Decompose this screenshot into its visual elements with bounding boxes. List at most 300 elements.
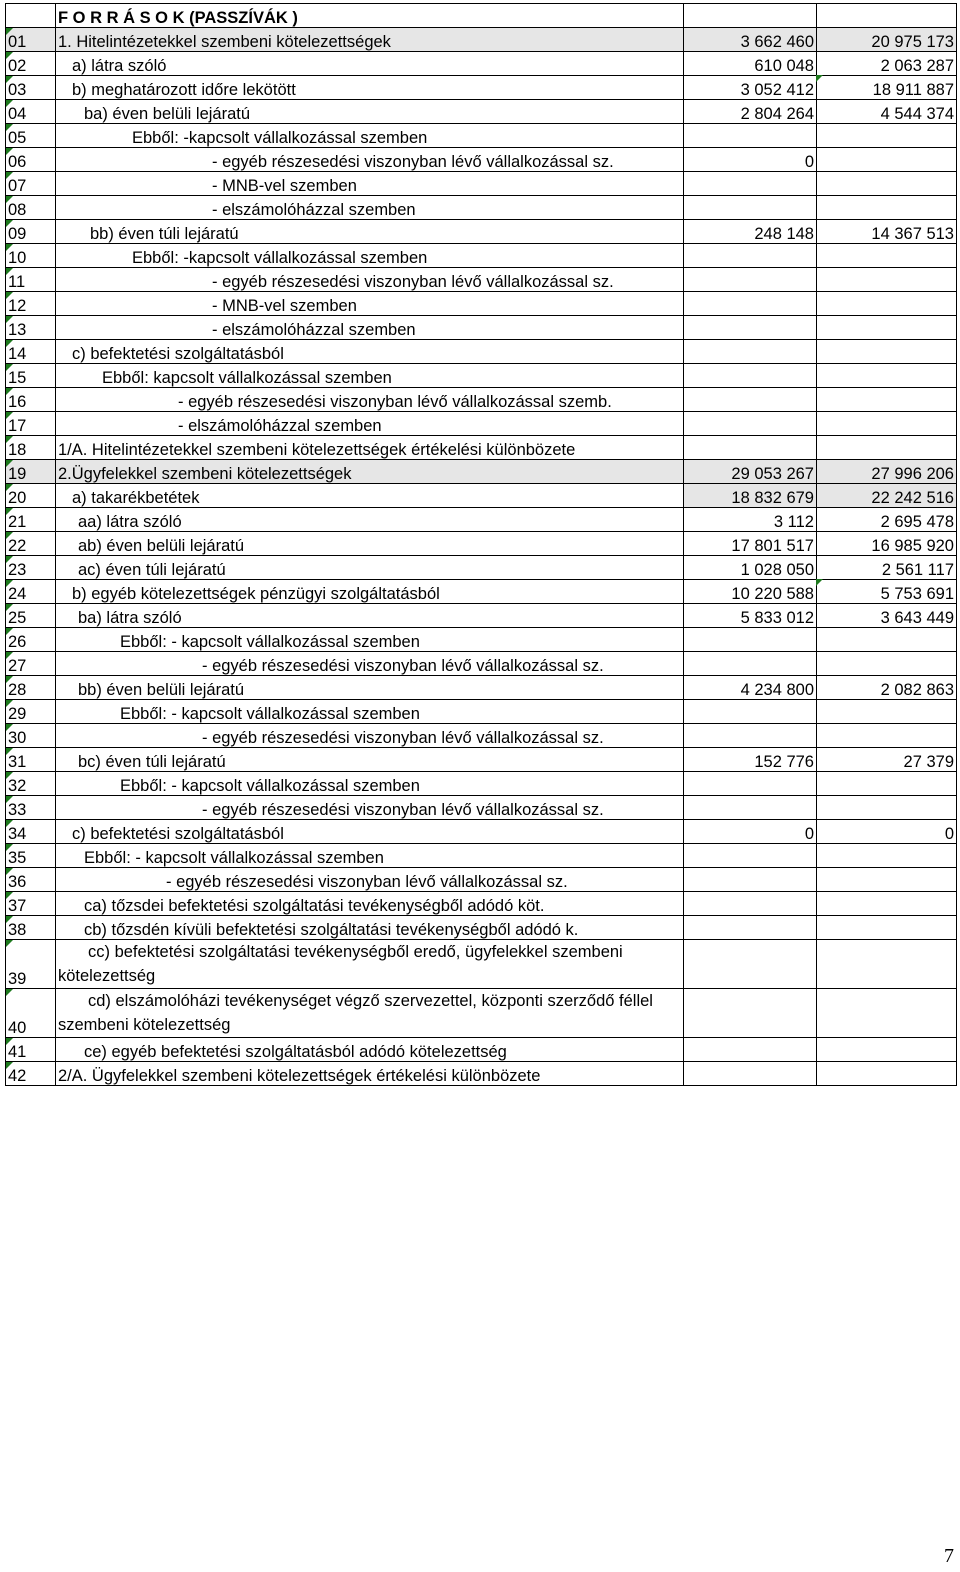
value-cell-2 (817, 1062, 957, 1086)
row-number (6, 1038, 56, 1062)
value-cell-1 (684, 484, 817, 508)
row-number (6, 28, 56, 52)
row-label: ba) éven belüli lejáratú (56, 100, 684, 124)
cell-comment-marker-icon (6, 700, 13, 707)
value-cell-2 (817, 292, 957, 316)
cell-comment-marker-icon (6, 172, 13, 179)
value-text: 248 148 (754, 225, 814, 243)
table-row (6, 196, 957, 220)
row-number (6, 532, 56, 556)
row-label: ca) tőzsdei befektetési szolgáltatási tevékenységből adódó köt. (56, 892, 684, 916)
header-row (6, 4, 957, 28)
row-number-text: 25 (8, 609, 27, 627)
value-cell-1 (684, 124, 817, 148)
table-row (6, 628, 957, 652)
value-text: 0 (944, 825, 954, 843)
value-cell-1 (684, 460, 817, 484)
table-row (6, 724, 957, 748)
value-cell-2 (817, 700, 957, 724)
table-row (6, 340, 957, 364)
value-cell-2 (817, 532, 957, 556)
cell-comment-marker-icon (6, 724, 13, 731)
value-text: 3 112 (773, 513, 814, 531)
table-body (6, 4, 957, 1086)
row-number (6, 892, 56, 916)
value-text: 2 561 117 (881, 561, 954, 579)
cell-comment-marker-icon (6, 268, 13, 275)
row-number-text: 05 (8, 129, 27, 147)
value-cell-1 (684, 844, 817, 868)
value-cell-2 (817, 412, 957, 436)
value-cell-1 (684, 940, 817, 989)
header-value-cell-2 (817, 4, 957, 28)
cell-comment-marker-icon (6, 1062, 13, 1069)
cell-comment-marker-icon (6, 772, 13, 779)
value-cell-2 (817, 316, 957, 340)
row-label: 2/A. Ügyfelekkel szembeni kötelezettségek értékelési különbözete (56, 1062, 684, 1086)
row-label: a) takarékbetétek (56, 484, 684, 508)
row-number (6, 989, 56, 1038)
table-row (6, 484, 957, 508)
row-number (6, 76, 56, 100)
row-number (6, 772, 56, 796)
row-label: Ebből: - kapcsolt vállalkozással szemben (56, 844, 684, 868)
value-cell-2 (817, 652, 957, 676)
table-row (6, 124, 957, 148)
value-cell-2 (817, 100, 957, 124)
row-number-text: 17 (8, 417, 27, 435)
value-cell-2 (817, 844, 957, 868)
row-label: 2.Ügyfelekkel szembeni kötelezettségek (56, 460, 684, 484)
row-label: - elszámolóházzal szemben (56, 316, 684, 340)
row-number-text: 03 (8, 81, 27, 99)
table-row (6, 220, 957, 244)
row-label: - egyéb részesedési viszonyban lévő vállalkozással szemb. (56, 388, 684, 412)
table-row (6, 292, 957, 316)
value-text: 2 804 264 (740, 105, 814, 123)
cell-comment-marker-icon (6, 388, 13, 395)
row-label: Ebből: - kapcsolt vállalkozással szemben (56, 628, 684, 652)
row-label: b) egyéb kötelezettségek pénzügyi szolgáltatásból (56, 580, 684, 604)
value-cell-1 (684, 796, 817, 820)
cell-comment-marker-icon (6, 244, 13, 251)
passive-sources-table (5, 3, 957, 1086)
row-number-text: 16 (8, 393, 27, 411)
row-number (6, 700, 56, 724)
value-cell-1 (684, 172, 817, 196)
row-number (6, 220, 56, 244)
row-label: 1/A. Hitelintézetekkel szembeni kötelezettségek értékelési különbözete (56, 436, 684, 460)
row-number-text: 10 (8, 249, 27, 267)
row-number-text: 28 (8, 681, 27, 699)
header-empty-cell (6, 4, 56, 28)
value-cell-1 (684, 868, 817, 892)
row-number-text: 24 (8, 585, 27, 603)
cell-comment-marker-icon (6, 28, 13, 35)
row-number (6, 940, 56, 989)
value-cell-1 (684, 388, 817, 412)
table-row (6, 989, 957, 1038)
row-number (6, 844, 56, 868)
row-label: - MNB-vel szemben (56, 292, 684, 316)
value-cell-1 (684, 676, 817, 700)
row-number-text: 21 (8, 513, 27, 531)
row-number-text: 42 (8, 1067, 27, 1085)
row-label: a) látra szóló (56, 52, 684, 76)
value-cell-2 (817, 172, 957, 196)
row-label: cc) befektetési szolgáltatási tevékenységből eredő, ügyfelekkel szembeni kötelezettség (56, 940, 684, 989)
value-cell-1 (684, 100, 817, 124)
row-number-text: 32 (8, 777, 27, 795)
value-cell-2 (817, 148, 957, 172)
row-label: - MNB-vel szemben (56, 172, 684, 196)
value-text: 18 911 887 (872, 81, 954, 99)
cell-comment-marker-icon (6, 532, 13, 539)
value-cell-2 (817, 556, 957, 580)
value-cell-1 (684, 1038, 817, 1062)
table-row (6, 460, 957, 484)
value-text: 14 367 513 (871, 225, 954, 243)
row-number (6, 796, 56, 820)
value-cell-1 (684, 244, 817, 268)
value-text: 27 379 (903, 753, 954, 771)
value-cell-2 (817, 244, 957, 268)
value-text: 1 028 050 (740, 561, 814, 579)
value-text: 5 753 691 (880, 585, 954, 603)
table-row (6, 580, 957, 604)
row-number-text: 13 (8, 321, 27, 339)
cell-comment-marker-icon (6, 652, 13, 659)
value-cell-2 (817, 1038, 957, 1062)
value-cell-1 (684, 412, 817, 436)
row-number-text: 12 (8, 297, 27, 315)
row-number-text: 15 (8, 369, 27, 387)
row-number (6, 412, 56, 436)
value-text: 10 220 588 (731, 585, 814, 603)
row-number-text: 11 (8, 273, 26, 291)
table-row (6, 748, 957, 772)
cell-comment-marker-icon (6, 412, 13, 419)
row-number (6, 148, 56, 172)
row-label: Ebből: kapcsolt vállalkozással szemben (56, 364, 684, 388)
table-row (6, 676, 957, 700)
row-label: - egyéb részesedési viszonyban lévő vállalkozással sz. (56, 796, 684, 820)
value-cell-1 (684, 148, 817, 172)
row-number-text: 06 (8, 153, 27, 171)
value-text: 2 082 863 (880, 681, 954, 699)
value-text: 17 801 517 (731, 537, 814, 555)
table-row (6, 1038, 957, 1062)
value-cell-2 (817, 340, 957, 364)
table-row (6, 436, 957, 460)
value-cell-2 (817, 916, 957, 940)
cell-comment-marker-icon (816, 75, 823, 82)
row-number-text: 08 (8, 201, 27, 219)
value-text: 18 832 679 (731, 489, 814, 507)
row-number-text: 04 (8, 105, 27, 123)
header-value-cell-1 (684, 4, 817, 28)
cell-comment-marker-icon (6, 196, 13, 203)
cell-comment-marker-icon (6, 844, 13, 851)
value-cell-1 (684, 436, 817, 460)
value-text: 3 643 449 (880, 609, 954, 627)
table-row (6, 556, 957, 580)
value-cell-2 (817, 892, 957, 916)
row-number (6, 724, 56, 748)
row-number-text: 29 (8, 705, 27, 723)
row-number-text: 35 (8, 849, 27, 867)
row-number (6, 100, 56, 124)
table-row (6, 532, 957, 556)
row-number (6, 604, 56, 628)
table-row (6, 52, 957, 76)
cell-comment-marker-icon (6, 748, 13, 755)
table-row (6, 652, 957, 676)
cell-comment-marker-icon (6, 604, 13, 611)
cell-comment-marker-icon (6, 892, 13, 899)
row-label: b) meghatározott időre lekötött (56, 76, 684, 100)
row-label: Ebből: -kapcsolt vállalkozással szemben (56, 244, 684, 268)
value-cell-2 (817, 508, 957, 532)
row-number-text: 01 (8, 33, 27, 51)
value-cell-1 (684, 340, 817, 364)
value-cell-1 (684, 772, 817, 796)
value-cell-2 (817, 76, 957, 100)
table-row (6, 796, 957, 820)
row-number (6, 316, 56, 340)
cell-comment-marker-icon (6, 292, 13, 299)
value-cell-2 (817, 28, 957, 52)
value-cell-2 (817, 484, 957, 508)
cell-comment-marker-icon (6, 220, 13, 227)
row-number-text: 30 (8, 729, 27, 747)
value-cell-1 (684, 748, 817, 772)
value-cell-1 (684, 916, 817, 940)
row-label: bb) éven túli lejáratú (56, 220, 684, 244)
value-cell-2 (817, 52, 957, 76)
cell-comment-marker-icon (6, 316, 13, 323)
row-number (6, 916, 56, 940)
cell-comment-marker-icon (6, 940, 13, 947)
row-number (6, 436, 56, 460)
cell-comment-marker-icon (6, 1038, 13, 1045)
row-number (6, 748, 56, 772)
value-cell-2 (817, 940, 957, 989)
row-number (6, 580, 56, 604)
row-number (6, 484, 56, 508)
value-cell-2 (817, 268, 957, 292)
row-number (6, 676, 56, 700)
value-text: 0 (804, 825, 814, 843)
value-cell-2 (817, 604, 957, 628)
value-text: 5 833 012 (740, 609, 814, 627)
row-number-text: 14 (8, 345, 27, 363)
value-cell-2 (817, 868, 957, 892)
row-number-text: 40 (8, 1019, 27, 1037)
row-label: - elszámolóházzal szemben (56, 412, 684, 436)
value-cell-2 (817, 748, 957, 772)
cell-comment-marker-icon (6, 148, 13, 155)
table-row (6, 700, 957, 724)
table-row (6, 364, 957, 388)
row-number (6, 652, 56, 676)
value-cell-2 (817, 628, 957, 652)
page-number: 7 (944, 1545, 954, 1567)
row-number-text: 33 (8, 801, 27, 819)
row-number-text: 07 (8, 177, 27, 195)
value-text: 152 776 (754, 753, 814, 771)
row-label: ce) egyéb befektetési szolgáltatásból adódó kötelezettség (56, 1038, 684, 1062)
value-cell-1 (684, 532, 817, 556)
table-row (6, 100, 957, 124)
table-row (6, 316, 957, 340)
value-cell-1 (684, 892, 817, 916)
value-cell-1 (684, 724, 817, 748)
value-cell-1 (684, 28, 817, 52)
cell-comment-marker-icon (6, 340, 13, 347)
row-number-text: 22 (8, 537, 27, 555)
row-number-text: 36 (8, 873, 27, 891)
value-cell-1 (684, 292, 817, 316)
row-label: ab) éven belüli lejáratú (56, 532, 684, 556)
value-cell-1 (684, 989, 817, 1038)
value-text: 3 662 460 (740, 33, 814, 51)
row-number (6, 460, 56, 484)
cell-comment-marker-icon (6, 916, 13, 923)
row-number-text: 41 (8, 1043, 27, 1061)
row-label: cd) elszámolóházi tevékenységet végző szervezettel, központi szerződő féllel szembeni kötelezettség (56, 989, 684, 1038)
value-cell-1 (684, 220, 817, 244)
row-number-text: 26 (8, 633, 27, 651)
value-cell-1 (684, 652, 817, 676)
row-number (6, 556, 56, 580)
row-label: 1. Hitelintézetekkel szembeni kötelezettségek (56, 28, 684, 52)
table-row (6, 28, 957, 52)
value-cell-1 (684, 700, 817, 724)
row-label: cb) tőzsdén kívüli befektetési szolgáltatási tevékenységből adódó k. (56, 916, 684, 940)
value-cell-1 (684, 628, 817, 652)
cell-comment-marker-icon (6, 364, 13, 371)
row-number (6, 340, 56, 364)
row-label: - egyéb részesedési viszonyban lévő vállalkozással sz. (56, 868, 684, 892)
value-cell-1 (684, 580, 817, 604)
value-cell-2 (817, 724, 957, 748)
cell-comment-marker-icon (6, 580, 13, 587)
table-row (6, 604, 957, 628)
cell-comment-marker-icon (6, 796, 13, 803)
cell-comment-marker-icon (6, 124, 13, 131)
table-row (6, 772, 957, 796)
row-number (6, 388, 56, 412)
value-text: 4 544 374 (880, 105, 954, 123)
row-number (6, 124, 56, 148)
row-label: - egyéb részesedési viszonyban lévő vállalkozással sz. (56, 268, 684, 292)
value-cell-2 (817, 436, 957, 460)
value-cell-2 (817, 676, 957, 700)
table-row (6, 172, 957, 196)
row-number-text: 19 (8, 465, 27, 483)
row-number-text: 34 (8, 825, 27, 843)
value-cell-2 (817, 124, 957, 148)
table-row (6, 508, 957, 532)
value-cell-1 (684, 196, 817, 220)
value-cell-2 (817, 580, 957, 604)
row-number (6, 1062, 56, 1086)
row-number-text: 18 (8, 441, 27, 459)
table-row (6, 76, 957, 100)
value-text: 20 975 173 (871, 33, 954, 51)
value-text: 29 053 267 (731, 465, 814, 483)
table-row (6, 868, 957, 892)
value-cell-2 (817, 796, 957, 820)
value-text: 4 234 800 (740, 681, 814, 699)
value-text: 27 996 206 (871, 465, 954, 483)
value-cell-2 (817, 364, 957, 388)
row-number (6, 508, 56, 532)
value-cell-1 (684, 76, 817, 100)
table-row (6, 148, 957, 172)
value-cell-1 (684, 52, 817, 76)
cell-comment-marker-icon (6, 484, 13, 491)
table-row (6, 844, 957, 868)
value-cell-1 (684, 268, 817, 292)
row-number-text: 20 (8, 489, 27, 507)
row-label: aa) látra szóló (56, 508, 684, 532)
row-label: c) befektetési szolgáltatásból (56, 820, 684, 844)
row-number-text: 23 (8, 561, 27, 579)
row-label: Ebből: -kapcsolt vállalkozással szemben (56, 124, 684, 148)
value-cell-2 (817, 989, 957, 1038)
row-number-text: 02 (8, 57, 27, 75)
row-label: bc) éven túli lejáratú (56, 748, 684, 772)
cell-comment-marker-icon (6, 508, 13, 515)
table-row (6, 388, 957, 412)
value-text: 610 048 (754, 57, 814, 75)
row-label: - elszámolóházzal szemben (56, 196, 684, 220)
value-text: 2 063 287 (880, 57, 954, 75)
cell-comment-marker-icon (6, 820, 13, 827)
table-row (6, 412, 957, 436)
value-text: 3 052 412 (740, 81, 814, 99)
row-label: ba) látra szóló (56, 604, 684, 628)
row-label: ac) éven túli lejáratú (56, 556, 684, 580)
row-number-text: 37 (8, 897, 27, 915)
table-row (6, 244, 957, 268)
value-text: 22 242 516 (871, 489, 954, 507)
row-number (6, 364, 56, 388)
row-number (6, 172, 56, 196)
row-label: Ebből: - kapcsolt vállalkozással szemben (56, 772, 684, 796)
row-number-text: 31 (8, 753, 27, 771)
table-row (6, 892, 957, 916)
row-label: - egyéb részesedési viszonyban lévő vállalkozással sz. (56, 148, 684, 172)
value-cell-1 (684, 508, 817, 532)
value-cell-1 (684, 820, 817, 844)
cell-comment-marker-icon (6, 436, 13, 443)
cell-comment-marker-icon (6, 100, 13, 107)
value-cell-2 (817, 820, 957, 844)
table-title: F O R R Á S O K (PASSZÍVÁK ) (56, 4, 684, 28)
cell-comment-marker-icon (816, 579, 823, 586)
table-row (6, 940, 957, 989)
value-text: 2 695 478 (880, 513, 954, 531)
table-row (6, 916, 957, 940)
value-text: 0 (804, 153, 814, 171)
cell-comment-marker-icon (6, 52, 13, 59)
row-number-text: 27 (8, 657, 27, 675)
row-number (6, 292, 56, 316)
row-label: - egyéb részesedési viszonyban lévő vállalkozással sz. (56, 724, 684, 748)
